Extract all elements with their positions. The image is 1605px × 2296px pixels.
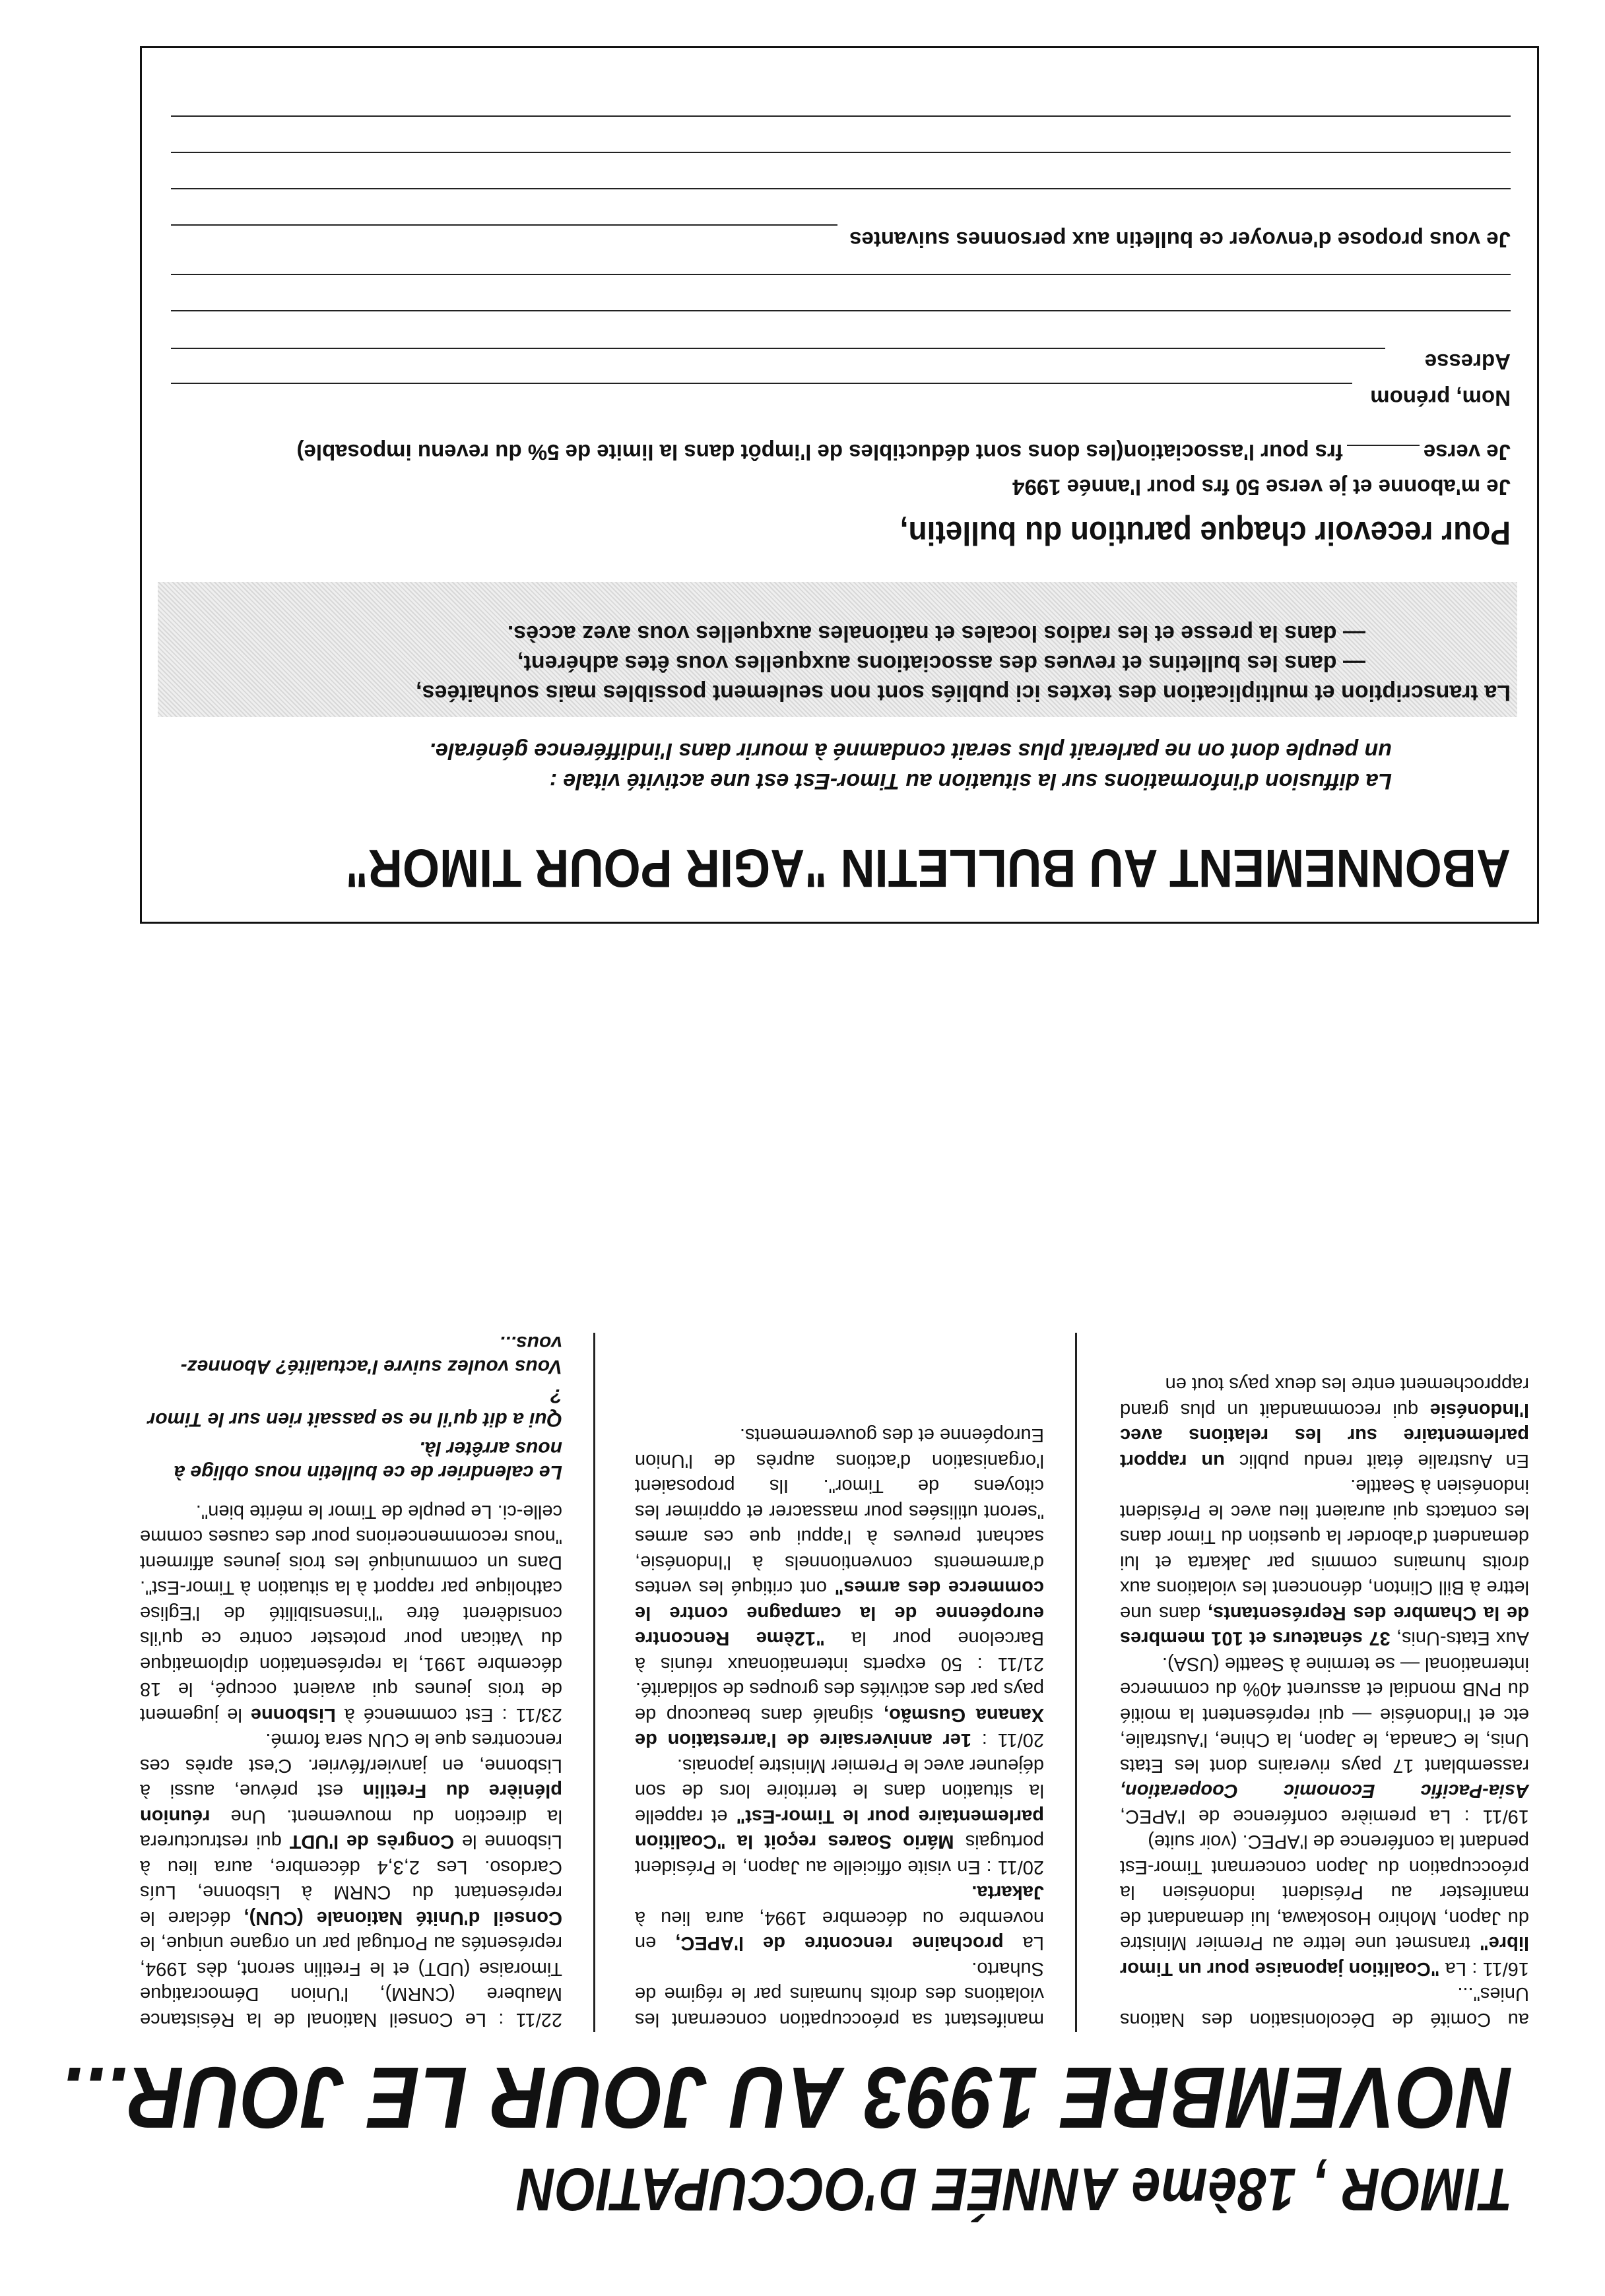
- column-right: [140, 1326, 562, 2033]
- paragraph: [635, 1880, 1044, 1956]
- shaded-text: [158, 618, 1511, 707]
- text: En Australie était rendu public: [1239, 1450, 1529, 1471]
- bold-text: 1er anniversaire de l'arrestation de Xanana Gusmão,: [635, 1704, 1044, 1751]
- bold-text: réunion plénière du Fretilin: [140, 1780, 562, 1827]
- paragraph: [1120, 1651, 1529, 1830]
- date-label: 23/11 : Est commencé à: [344, 1704, 562, 1725]
- column-divider: [593, 1333, 595, 2032]
- text: et rappelle la situation dans le territoire lors de son déjeuner avec le Premier Ministre japonais.: [635, 1755, 1044, 1827]
- date-label: 21/11 : 50 experts internationaux réunis à Barcelone pour la: [635, 1628, 1044, 1674]
- address-field-line[interactable]: [171, 310, 1511, 311]
- subscription-box: [140, 46, 1539, 924]
- text: déclare le représentant du CNRM à Lisbonne, Luís Cardoso. Les 2,3,4 décembre, aura lieu à Lisbonne le: [140, 1831, 562, 1929]
- callout-line: Qui a dit qu'il ne se passait rien sur le Timor ?: [147, 1385, 562, 1431]
- text: Le Conseil National de la Résistance Maubere (CNRM), l'Union Démocratique Timoraise (UDT) et le Fretilin seront, dès 1994, représentés au Portugal par un organe unique, le: [140, 1932, 562, 2030]
- bold-italic-text: Asia-Pacific Economic Cooperation,: [1120, 1780, 1529, 1802]
- recipients-field-line[interactable]: [171, 115, 1511, 117]
- text: rassemblant 17 pays riverains dont les Etats Unis, le Canada, le Japon, la Chine, l'Australie, etc et l'Indonésie — qui représentent la moitié du PNB mondial et assurent 40% du commerce international — se termine à Seattle (USA).: [1120, 1653, 1529, 1776]
- recipients-field[interactable]: [171, 224, 837, 226]
- bold-text: Congrès de l'UDT: [289, 1831, 455, 1853]
- text: ont critiqué les ventes d'armements conventionnels à l'Indonésie, sachant preuves à l'appui que ces armes "seront utilisées pour massacrer et opprimer les citoyens de Timor". Ils proposaient l'organisation d'actions auprès de l'Union Européenne et des gouvernements.: [634, 1424, 1044, 1599]
- bold-text: Mário Soares reçoit la "Coalition parlementaire pour le Timor-Est": [634, 1806, 1044, 1853]
- date-label: 20/11 : En visite officielle au Japon, le Président portugais: [635, 1831, 1044, 1878]
- text: le jugement de trois jeunes qui avaient occupé, le 18 décembre 1991, la représentation diplomatique du Vatican pour protester contre ce qu'ils considèrent être "l'insensibilité de l'Eglise catholique par rapport à la situation à Timor-Est". Dans un communiqué les trois jeunes affirment "nous recommencerions pour des causes comme celle-ci. Le peuple de Timor le mérite bien".: [140, 1501, 562, 1725]
- paragraph: [635, 1676, 1044, 1753]
- name-field[interactable]: [171, 383, 1352, 384]
- bold-text: 37 sénateurs et 101 membres de la Chambre des Représentants,: [1119, 1603, 1529, 1649]
- callout-line: Le calendrier de ce bulletin nous oblige à nous arrêter là.: [174, 1438, 562, 1484]
- date-label: 16/11 : La: [1445, 1958, 1529, 1979]
- column-divider: [1075, 1333, 1077, 2032]
- paragraph: [635, 1422, 1044, 1676]
- address-field[interactable]: [171, 348, 1385, 349]
- subscribe-option[interactable]: Je m'abonne et je verse 50 frs pour l'année 1994: [1012, 475, 1511, 499]
- shaded-line: La transcription et multiplication des textes ici publiés sont non seulement possibles mais souhaitées,: [416, 680, 1511, 705]
- text: est prévue, aussi à Lisbonne, en janvier/février. C'est après ces rencontres que le CUN sera formé.: [140, 1729, 562, 1802]
- text: manifestant sa préoccupation concernant les violations des droits humains par le régime de Suharto.: [635, 1958, 1044, 2030]
- paragraph: [140, 1727, 562, 2032]
- donation-label: Je verse: [1423, 440, 1511, 464]
- shaded-line: — dans les bulletins et revues des associations auxquelles vous êtes adhérent,: [517, 651, 1365, 676]
- recipients-field-line[interactable]: [171, 152, 1511, 153]
- name-label: Nom, prénom: [1370, 386, 1511, 410]
- bold-text: prochaine rencontre de l'APEC,: [675, 1932, 1004, 1954]
- page-title: TIMOR , 18ème ANNÉE D'OCCUPATION: [517, 2155, 1513, 2223]
- paragraph: [1120, 1981, 1529, 2032]
- subscription-title: [346, 837, 1511, 899]
- intro-line: un peuple dont on ne parlerait plus serait condamné à mourir dans l'indifférence générale.: [429, 738, 1392, 763]
- shaded-line: — dans la presse et les radios locales et nationales auxquelles vous avez accès.: [507, 621, 1365, 646]
- paragraph: [140, 1499, 562, 1728]
- text: qui restructurera la direction du mouvement. Une: [139, 1806, 562, 1853]
- donation-note: frs pour l'association(les dons sont déductibles de l'impôt dans la limite de 5% du revenu imposable): [296, 440, 1343, 464]
- column-left: [1120, 1372, 1529, 2032]
- recipients-label: Je vous propose d'envoyer ce bulletin aux personnes suivantes: [849, 228, 1511, 252]
- donation-option[interactable]: [297, 439, 1511, 464]
- recipients-field-line[interactable]: [171, 188, 1511, 189]
- text: qui recommandait un plus grand rapprochement entre les deux pays tout en: [1120, 1374, 1529, 1420]
- text: en novembre ou décembre 1994, aura lieu à: [635, 1907, 1044, 1954]
- text: transmet une lettre au Premier Ministre du Japon, Mohiro Hosokawa, lui demandant de manifester au Président indonésien la préoccupation du Japon concernant Timor-Est pendant la conférence de l'APEC. (voir suite): [1120, 1831, 1529, 1954]
- date-label: 19/11 : La première conférence de l'APEC,: [1120, 1806, 1529, 1827]
- paragraph: [1120, 1473, 1529, 1651]
- address-field-line[interactable]: [171, 274, 1511, 275]
- paragraph: [1120, 1372, 1529, 1473]
- bold-text: Jakarta.: [971, 1882, 1044, 1903]
- text: au Comité de Décolonisation des Nations Unies"...: [1120, 1983, 1529, 2030]
- address-label: Adresse: [1424, 350, 1511, 374]
- bold-text: un rapport parlementaire sur les relations avec l'Indonésie: [1120, 1399, 1529, 1471]
- text: dans une lettre à Bill Clinton, dénoncent les violations aux droits humains commis par Jakarta et lui demandent d'aborder la question du Timor dans les contacts qui auraient lieu avec le Président indonésien à Seattle.: [1120, 1475, 1529, 1624]
- donation-amount-field[interactable]: [1347, 445, 1420, 446]
- text: signalé dans beaucoup de pays par des activités des groupes de solidarité.: [635, 1678, 1044, 1725]
- bold-text: "12ème Rencontre européenne de la campagne contre le commerce des armes": [635, 1577, 1044, 1649]
- bold-text: Lisbonne: [250, 1704, 336, 1725]
- text: Aux Etats-Unis,: [1396, 1628, 1529, 1649]
- callout: [140, 1331, 562, 1484]
- subscription-intro: [171, 736, 1392, 796]
- page-subtitle: NOVEMBRE 1993 AU JOUR LE JOUR...: [59, 2049, 1513, 2146]
- paragraph: [1120, 1829, 1529, 1981]
- text: La: [1022, 1932, 1044, 1954]
- title-quoted: "AGIR POUR TIMOR": [345, 838, 828, 898]
- intro-line: La diffusion d'informations sur la situation au Timor-Est est une activité vitale :: [549, 769, 1392, 794]
- callout-line: Vous voulez suivre l'actualité? Abonnez-vous...: [180, 1332, 562, 1378]
- date-label: 20/11 :: [981, 1729, 1044, 1751]
- column-middle: [635, 1422, 1044, 2032]
- title-prefix: ABONNEMENT AU BULLETIN: [840, 838, 1511, 898]
- bold-text: "Coalition japonaise pour un Timor libre": [1120, 1932, 1529, 1979]
- paragraph: [635, 1753, 1044, 1880]
- bold-text: Conseil d'Unité Nationale (CUN),: [244, 1907, 562, 1929]
- receive-heading: Pour recevoir chaque parution du bulletin,: [900, 515, 1511, 552]
- paragraph: [635, 1956, 1044, 2033]
- date-label: 22/11 :: [498, 2009, 562, 2030]
